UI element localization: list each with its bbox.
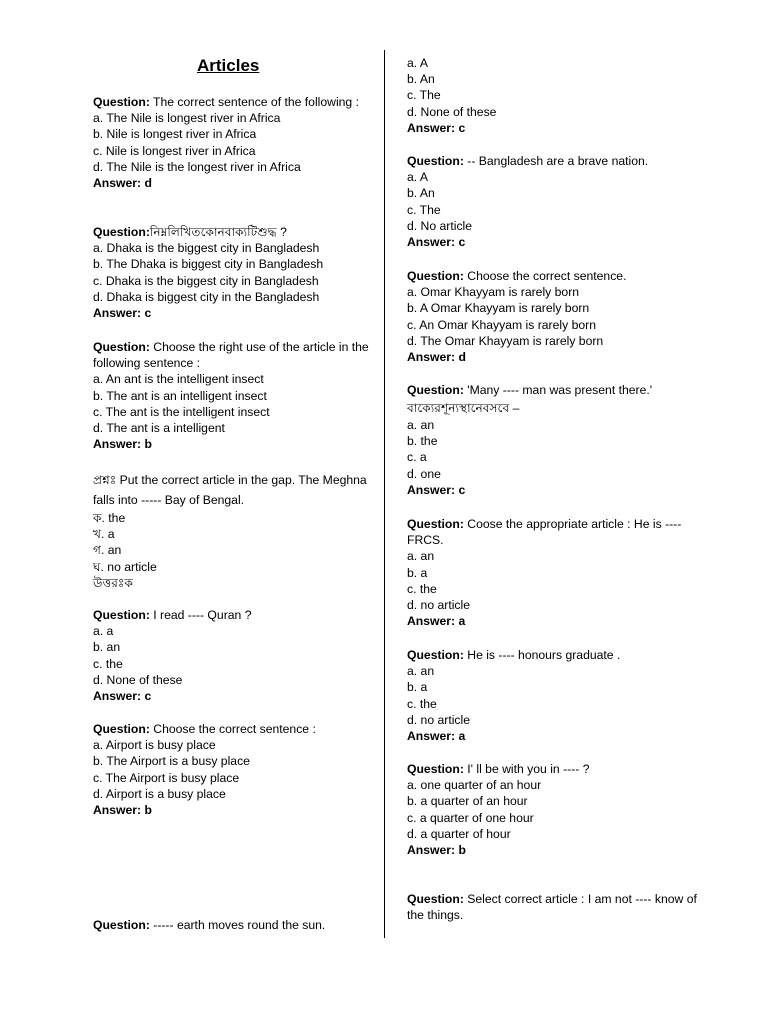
answer: Answer: a (407, 729, 466, 744)
answer: Answer: d (407, 350, 466, 365)
option-c: c. The (407, 202, 441, 217)
question-block (407, 382, 707, 498)
option-d: d. no article (407, 598, 471, 613)
question-block (93, 94, 375, 191)
answer: Answer: a (407, 614, 466, 629)
option-a: a. an (407, 549, 435, 564)
option-c: c. a quarter of one hour (407, 810, 534, 825)
question-text: Question: ----- earth moves round the sun. (93, 918, 326, 932)
option-c: c. a (407, 450, 427, 465)
option-c: c. The Airport is busy place (93, 770, 240, 785)
option-d: ঘ. no article (93, 559, 157, 574)
question-block (93, 224, 375, 321)
option-a: a. an (407, 664, 435, 679)
option-c: c. Nile is longest river in Africa (93, 143, 256, 158)
question-text: Question: Choose the right use of the article in the following sentence : (93, 340, 369, 371)
option-a: a. An ant is the intelligent insect (93, 372, 264, 387)
option-d: d. None of these (93, 672, 183, 687)
option-b: b. the (407, 434, 438, 449)
option-d: d. The ant is a intelligent (93, 421, 225, 436)
answer: Answer: c (93, 689, 152, 704)
option-d: d. None of these (407, 104, 497, 119)
answer: উত্তরঃক (93, 575, 133, 590)
page-title: Articles (197, 56, 260, 75)
question-block (407, 55, 707, 136)
option-d: d. No article (407, 218, 473, 233)
answer: Answer: c (407, 482, 466, 497)
option-b: b. The Airport is a busy place (93, 754, 250, 769)
option-c: c. Dhaka is the biggest city in Bangladesh (93, 273, 319, 288)
option-a: a. A (407, 56, 429, 70)
option-b: b. The Dhaka is biggest city in Bangladesh (93, 257, 324, 272)
option-c: c. the (93, 656, 123, 671)
answer: Answer: b (407, 843, 466, 858)
option-b: b. A Omar Khayyam is rarely born (407, 301, 590, 316)
option-b: b. a quarter of an hour (407, 794, 528, 809)
option-b: b. Nile is longest river in Africa (93, 127, 257, 142)
option-a: ক. the (93, 511, 126, 525)
option-a: a. one quarter of an hour (407, 778, 542, 793)
option-a: a. Omar Khayyam is rarely born (407, 285, 580, 300)
option-d: d. a quarter of hour (407, 826, 511, 841)
question-text: Question: The correct sentence of the following : (93, 95, 359, 109)
option-b: b. a (407, 680, 428, 695)
option-b: b. An (407, 186, 435, 201)
option-a: a. Airport is busy place (93, 738, 216, 753)
question-block (407, 761, 707, 858)
question-block (407, 153, 707, 250)
answer: Answer: c (93, 306, 152, 321)
option-a: a. A (407, 170, 429, 185)
option-b: b. An (407, 72, 435, 87)
answer: Answer: c (407, 120, 466, 135)
option-b: b. The ant is an intelligent insect (93, 388, 267, 403)
option-a: a. a (93, 624, 114, 639)
option-a: a. Dhaka is the biggest city in Bangladesh (93, 241, 320, 256)
question-text: Question: -- Bangladesh are a brave nation. (407, 154, 649, 168)
option-c: c. An Omar Khayyam is rarely born (407, 317, 596, 332)
option-c: গ. an (93, 543, 122, 558)
option-c: c. The ant is the intelligent insect (93, 404, 270, 419)
option-a: a. an (407, 418, 435, 432)
option-d: d. one (407, 466, 441, 481)
answer: Answer: b (93, 437, 152, 452)
question-block (93, 721, 375, 818)
option-c: c. the (407, 581, 437, 596)
question-text: Question: I read ---- Quran ? (93, 608, 252, 622)
question-text: Question: Select correct article : I am not ---- know of the things. (407, 892, 697, 923)
option-a: a. The Nile is longest river in Africa (93, 111, 281, 126)
question-block (407, 268, 707, 365)
answer: Answer: b (93, 803, 152, 818)
question-block (93, 339, 375, 452)
option-d: d. The Omar Khayyam is rarely born (407, 333, 604, 348)
option-d: d. Dhaka is biggest city in the Bangladesh (93, 289, 320, 304)
question-block (407, 891, 707, 923)
question-block (93, 607, 375, 704)
column-divider (384, 50, 385, 938)
question-text: Question: He is ---- honours graduate . (407, 648, 621, 662)
option-d: d. The Nile is the longest river in Africa (93, 159, 301, 174)
question-text: প্রশ্নঃ Put the correct article in the gap. The Meghna falls into ----- Bay of Bengal. (93, 473, 367, 507)
question-block (93, 917, 375, 933)
option-b: b. a (407, 565, 428, 580)
question-text: Question: I' ll be with you in ---- ? (407, 762, 590, 776)
question-block (93, 470, 375, 591)
question-text: Question: Choose the correct sentence : (93, 722, 316, 736)
option-c: c. The (407, 88, 441, 103)
option-d: d. Airport is a busy place (93, 786, 226, 801)
answer: Answer: d (93, 176, 152, 191)
question-text: Question: Choose the correct sentence. (407, 269, 627, 283)
option-b: b. an (93, 640, 121, 655)
question-text: Question: Coose the appropriate article : He is ---- FRCS. (407, 517, 682, 548)
question-text: Question:নিম্নলিখিতকোনবাক্যটিশুদ্ধ ? (93, 225, 287, 239)
question-text: Question: 'Many ---- man was present there.' বাক্যেরশূন্যস্থানেবসবে – (407, 383, 653, 415)
answer: Answer: c (407, 235, 466, 250)
question-block (407, 516, 707, 629)
option-c: c. the (407, 696, 437, 711)
question-block (407, 647, 707, 744)
option-d: d. no article (407, 712, 471, 727)
option-b: খ. a (93, 527, 115, 542)
